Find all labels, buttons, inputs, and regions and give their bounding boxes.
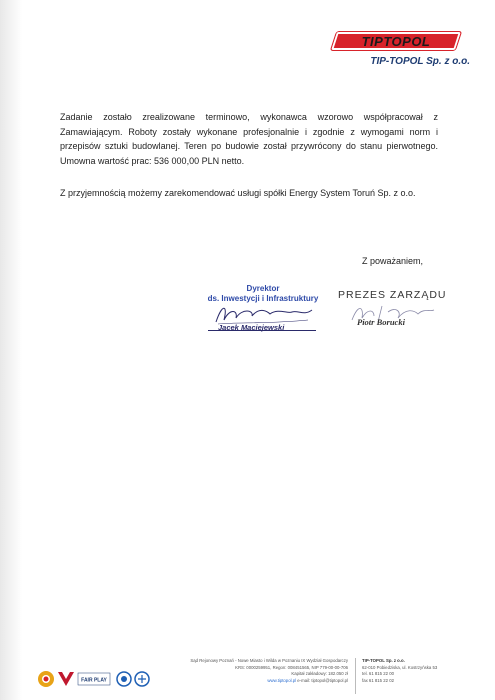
left-title-line2: ds. Inwestycji i Infrastruktury — [207, 294, 319, 303]
certification-logos — [36, 668, 166, 690]
circle-badge-icon-1 — [117, 672, 131, 686]
footer-website-link[interactable]: www.tiptopol.pl — [267, 677, 297, 683]
footer-court-info: Sąd Rejonowy Poznań - Nowe Miasto i Wilda w Poznaniu IX Wydział Gospodarczy — [190, 658, 348, 663]
footer-tel: tel. 61 815 22 00 — [362, 671, 395, 677]
footer-contacts — [158, 678, 348, 685]
body-paragraph-2: Z przyjemnością możemy zarekomendować usługi spółki Energy System Toruń Sp. z o.o. — [60, 188, 416, 198]
fair-play-badge-label: FAIR PLAY — [81, 677, 107, 684]
closing-regards: Z poważaniem, — [362, 256, 424, 266]
footer-legal-info — [158, 658, 348, 684]
fair-play-badge-icon — [78, 673, 110, 685]
left-title-line1: Dyrektor — [246, 284, 280, 293]
company-name: TIP-TOPOL Sp. z o.o. — [370, 56, 470, 67]
gear-badge-icon — [38, 671, 54, 687]
logo-text: TIPTOPOL — [361, 33, 431, 49]
left-signatory-name: Jacek Maciejewski — [218, 323, 285, 332]
chevron-badge-icon — [58, 672, 74, 686]
footer-email[interactable]: e-mail: tiptopol@tiptopol.pl — [297, 677, 348, 683]
circle-badge-icon-2 — [135, 672, 149, 686]
right-signatory-title: PREZES ZARZĄDU — [338, 289, 447, 301]
footer-divider — [355, 658, 356, 694]
footer-capital: Kapitał zakładowy: 182.050 zł — [291, 671, 348, 677]
footer-registry: KRS: 0000259951, Regon: 008451565, NIP 779-00-00-706 — [235, 664, 348, 670]
body-paragraph-1: Zadanie zostało zrealizowane terminowo, wykonawca wzorowo współpracował z Zamawiającym. Roboty zostały wykonane profesjonalnie i zgodnie z wymogami norm i przepisów sztuki budowlanej. Teren po budowie został przywrócony do stanu pierwotnego. Umowna wartość prac: 536 000,00 PLN netto. — [60, 112, 438, 166]
scan-edge — [0, 0, 22, 700]
footer-fax: fax 61 815 22 02 — [362, 677, 395, 683]
footer-address-block — [362, 658, 462, 684]
logo-mark-icon — [438, 36, 450, 46]
footer-address: 62-010 Pobiedziska, ul. Kostrzyńska 53 — [362, 664, 438, 670]
right-signatory-name: Piotr Borucki — [357, 317, 405, 327]
footer-company: TIP-TOPOL Sp. z o.o. — [362, 658, 405, 663]
